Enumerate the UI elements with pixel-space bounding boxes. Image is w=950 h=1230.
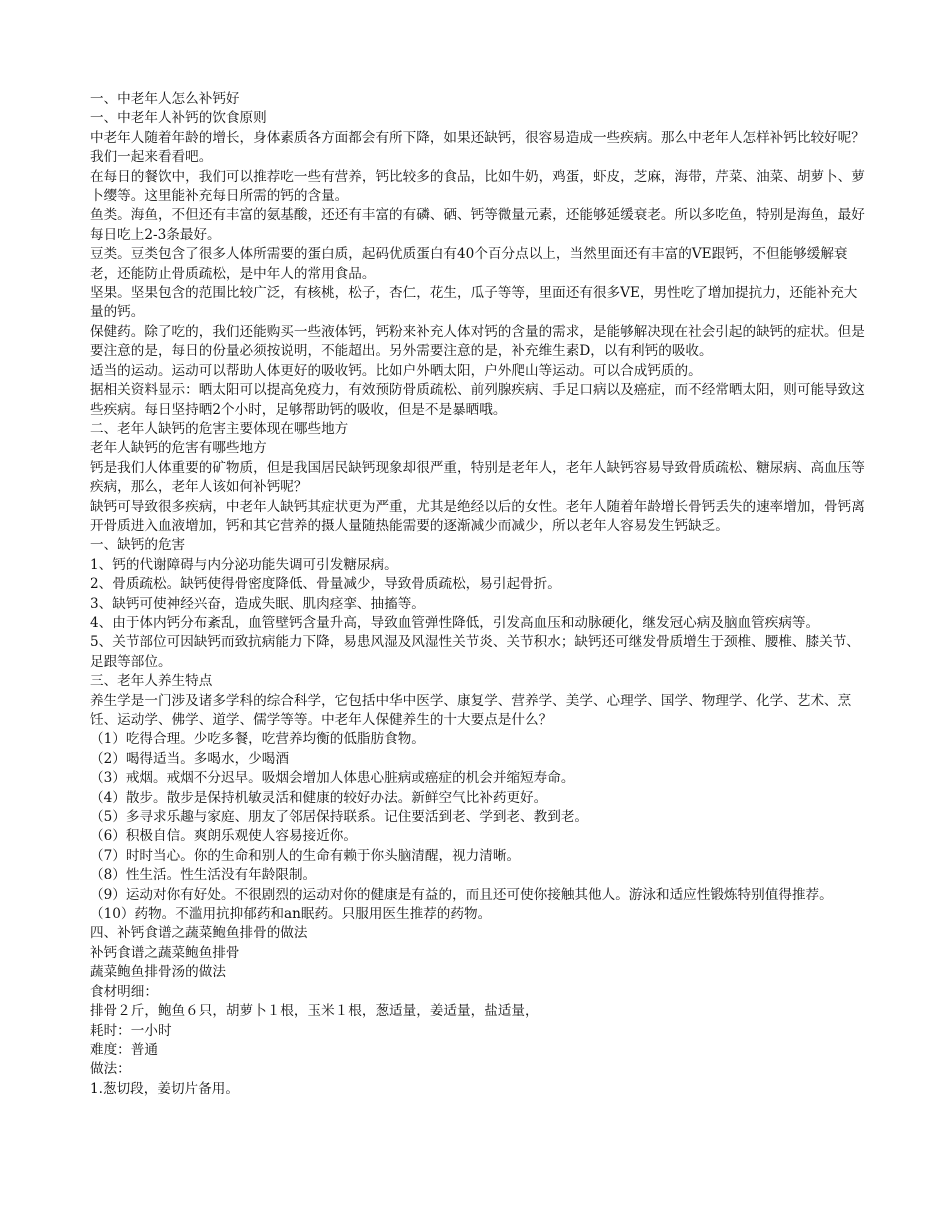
heading-elderly-health: 三、老年人养生特点	[90, 673, 213, 690]
heading-recipe: 四、补钙食谱之蔬菜鲍鱼排骨的做法	[90, 925, 308, 942]
paragraph-exercise: 适当的运动。运动可以帮助人体更好的吸收钙。比如户外晒太阳，户外爬山等运动。可以合成钙质的。	[90, 362, 702, 379]
heading-harm-of-calcium-deficiency: 二、老年人缺钙的危害主要体现在哪些地方	[90, 420, 349, 437]
list-item-harm-4: 4、由于体内钙分布紊乱，血管壁钙含量升高，导致血管弹性降低，引发高血压和动脉硬化，继发冠心病及脑血管疾病等。	[90, 614, 820, 631]
paragraph-calcium-mineral: 钙是我们人体重要的矿物质，但是我国居民缺钙现象却很严重，特别是老年人，老年人缺钙容易导致骨质疏松、糖尿病、高血压等疾病，那么，老年人该如何补钙呢？	[90, 459, 865, 496]
label-method: 做法：	[90, 1061, 131, 1078]
list-item-tip-1: （1）吃得合理。少吃多餐，吃营养均衡的低脂肪食物。	[90, 731, 425, 748]
list-item-harm-1: 1、钙的代谢障碍与内分泌功能失调可引发糖尿病。	[90, 556, 398, 573]
subheading-harms: 一、缺钙的危害	[90, 537, 186, 554]
heading-how-to-supplement-calcium: 一、中老年人怎么补钙好	[90, 91, 240, 107]
subheading-recipe-name: 补钙食谱之蔬菜鲍鱼排骨	[90, 944, 240, 961]
subheading-harm-where: 老年人缺钙的危害有哪些地方	[90, 440, 267, 457]
recipe-time: 耗时：一小时	[90, 1022, 172, 1039]
list-item-tip-5: （5）多寻求乐趣与家庭、朋友了邻居保持联系。记住要活到老、学到老、教到老。	[90, 809, 589, 826]
list-item-tip-4: （4）散步。散步是保持机敏灵活和健康的较好办法。新鲜空气比补药更好。	[90, 789, 548, 806]
paragraph-health-science: 养生学是一门涉及诸多学科的综合科学，它包括中华中医学、康复学、营养学、美学、心理学、国学、物理学、化学、艺术、烹饪、运动学、佛学、道学、儒学等等。中老年人保健养生的十大要点是什么？	[90, 692, 852, 728]
list-item-tip-7: （7）时时当心。你的生命和别人的生命有赖于你头脑清醒，视力清晰。	[90, 847, 521, 864]
paragraph-deficiency-diseases: 缺钙可导致很多疾病，中老年人缺钙其症状更为严重，尤其是绝经以后的女性。老年人随着年龄增长骨钙丢失的速率增加，骨钙离开骨质进入血液增加，钙和其它营养的摄人量随热能需要的逐渐减少而减少，所以老年人容易发生钙缺乏。	[90, 498, 865, 534]
paragraph-health-products: 保健药。除了吃的，我们还能购买一些液体钙，钙粉来补充人体对钙的含量的需求，是能够解决现在社会引起的缺钙的症状。但是要注意的是，每日的份量必须按说明，不能超出。另外需要注意的是，补充维生素D，以有利钙的吸收。	[90, 323, 865, 360]
recipe-difficulty: 难度：普通	[90, 1041, 158, 1058]
list-item-harm-5: 5、关节部位可因缺钙而致抗病能力下降，易患风湿及风湿性关节炎、关节积水；缺钙还可继发骨质增生于颈椎、腰椎、膝关节、足跟等部位。	[90, 634, 860, 670]
subheading-recipe-method: 蔬菜鲍鱼排骨汤的做法	[90, 964, 226, 981]
list-item-tip-6: （6）积极自信。爽朗乐观使人容易接近你。	[90, 828, 357, 845]
paragraph-daily-meals: 在每日的餐饮中，我们可以推荐吃一些有营养，钙比较多的食品，比如牛奶，鸡蛋，虾皮，芝麻，海带，芹菜、油菜、胡萝卜、萝卜缨等。这里能补充每日所需的钙的含量。	[90, 168, 865, 205]
list-item-tip-2: （2）喝得适当。多喝水，少喝酒	[90, 750, 289, 767]
paragraph-sunshine: 据相关资料显示：晒太阳可以提高免疫力，有效预防骨质疏松、前列腺疾病、手足口病以及癌症，而不经常晒太阳，则可能导致这些疾病。每日坚持晒2个小时，足够帮助钙的吸收，但是不是暴晒哦。	[90, 382, 865, 418]
paragraph-beans: 豆类。豆类包含了很多人体所需要的蛋白质，起码优质蛋白有40个百分点以上，当然里面还有丰富的VE跟钙，不但能够缓解衰老，还能防止骨质疏松，是中年人的常用食品。	[90, 246, 848, 282]
paragraph-intro: 中老年人随着年龄的增长，身体素质各方面都会有所下降，如果还缺钙，很容易造成一些疾病。那么中老年人怎样补钙比较好呢？我们一起来看看吧。	[90, 129, 865, 166]
list-item-harm-2: 2、骨质疏松。缺钙使得骨密度降低、骨量减少，导致骨质疏松，易引起骨折。	[90, 576, 561, 593]
label-ingredients: 食材明细：	[90, 983, 158, 1000]
paragraph-fish: 鱼类。海鱼，不但还有丰富的氨基酸，还还有丰富的有磷、硒、钙等微量元素，还能够延缓衰老。所以多吃鱼，特别是海鱼，最好每日吃上2-3条最好。	[90, 207, 865, 243]
list-item-tip-8: （8）性生活。性生活没有年龄限制。	[90, 867, 317, 884]
paragraph-nuts: 坚果。坚果包含的范围比较广泛，有核桃，松子，杏仁，花生，瓜子等等，里面还有很多VE，男性吃了增加提抗力，还能补充大量的钙。	[90, 285, 858, 321]
list-item-tip-9: （9）运动对你有好处。不很剧烈的运动对你的健康是有益的，而且还可使你接触其他人。游泳和适应性锻炼特别值得推荐。	[90, 886, 833, 903]
list-item-harm-3: 3、缺钙可使神经兴奋，造成失眠、肌肉痉挛、抽搐等。	[90, 595, 425, 612]
list-item-tip-3: （3）戒烟。戒烟不分迟早。吸烟会增加人体患心脏病或癌症的机会并缩短寿命。	[90, 770, 575, 787]
ingredients-list: 排骨２斤，鲍鱼６只，胡萝卜１根，玉米１根，葱适量，姜适量，盐适量，	[90, 1003, 539, 1020]
recipe-step-1: 1.葱切段，姜切片备用。	[90, 1080, 239, 1097]
list-item-tip-10: （10）药物。不滥用抗抑郁药和an眠药。只服用医生推荐的药物。	[90, 906, 492, 923]
heading-diet-principles: 一、中老年人补钙的饮食原则	[90, 110, 267, 127]
